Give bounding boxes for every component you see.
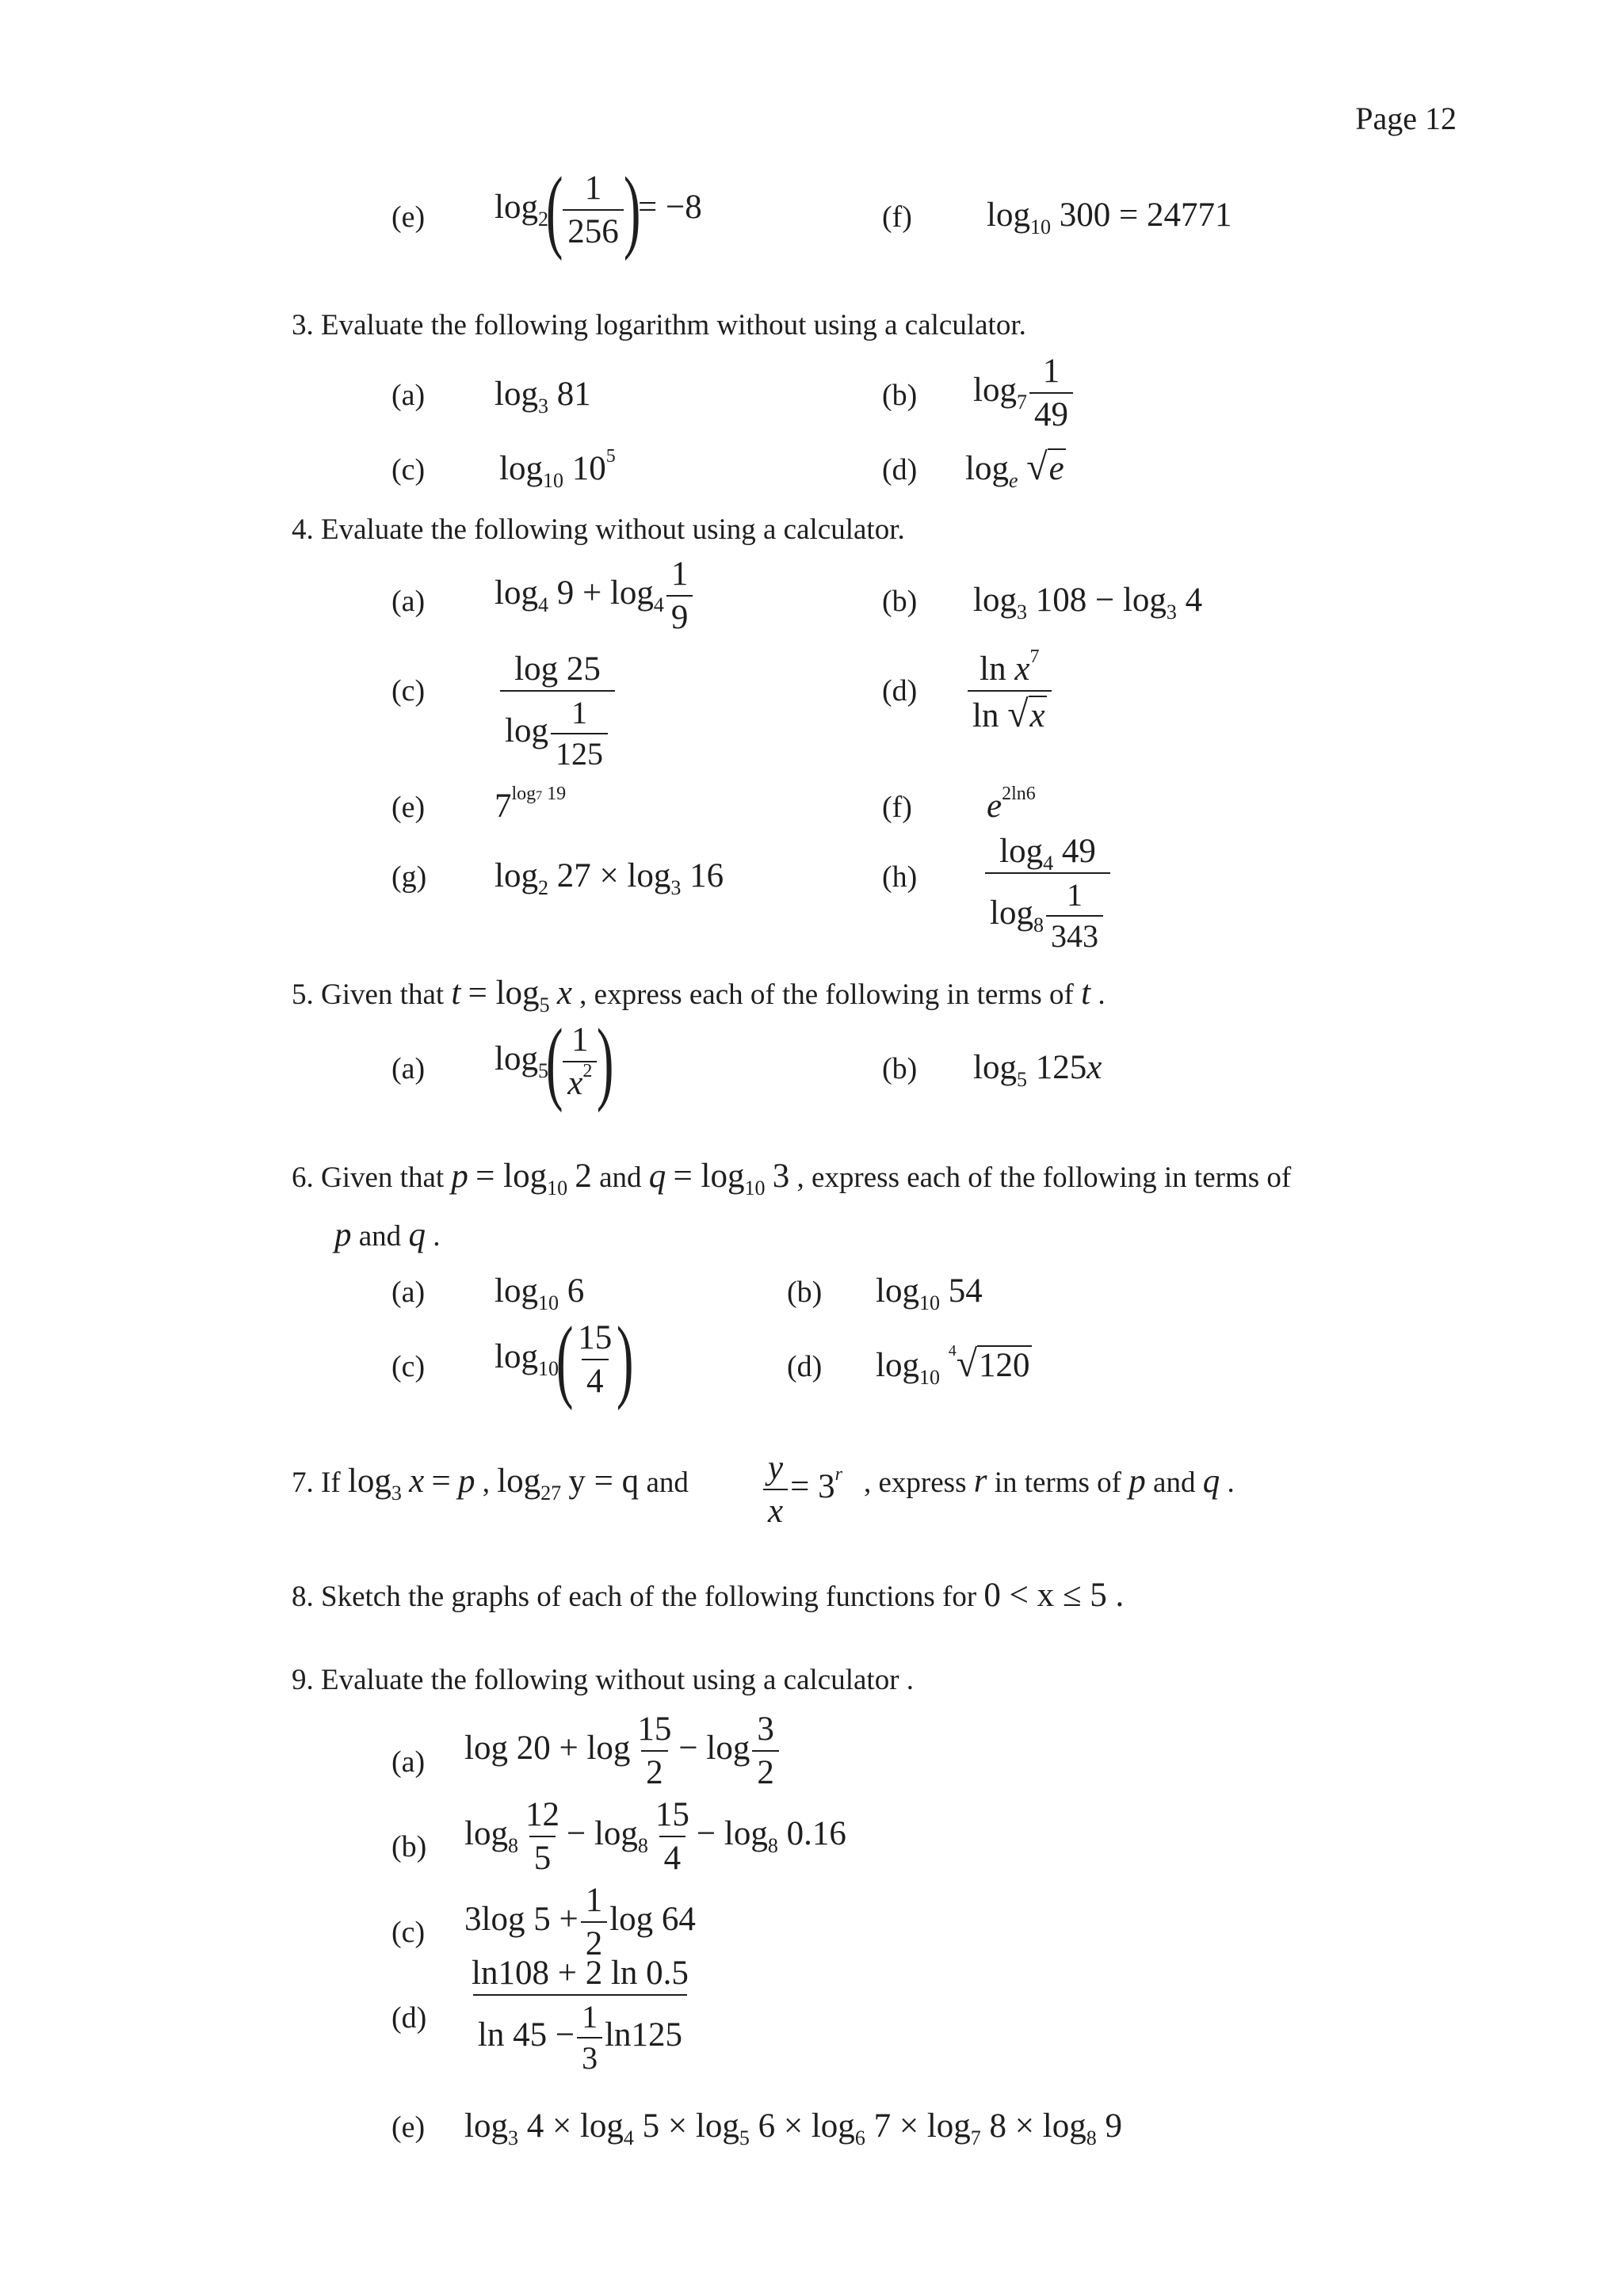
q4f-expr [987,784,1036,825]
base: e [1008,469,1018,492]
numerator: 15 [655,1796,689,1833]
q4c-expr [498,651,617,771]
numerator: 15 [578,1319,613,1356]
exp-log: log [511,784,537,804]
base: 3 [1016,601,1027,624]
arg: 0.16 [786,1815,846,1853]
q8-question [292,1578,1124,1612]
q9-question: 9. Evaluate the following without using a calculator . [292,1664,915,1696]
base: 2 [537,876,548,899]
base: 3 [1166,601,1177,624]
numerator: 3 [757,1711,774,1748]
variable: x [1014,650,1030,688]
numerator: 1 [1042,353,1060,390]
denominator: 256 [563,209,624,250]
denominator: 9 [666,595,693,635]
q9d-expr [464,1955,696,2075]
q3d-expr: $\log_e √e$ [965,446,1064,492]
q7-question-end: , express r in terms of p and q . [864,1463,1235,1500]
arg: 54 [948,1272,983,1310]
arg: 27 [556,857,591,894]
log-text: log [987,196,1030,234]
q5b-expr: $\log_5 125x$ [973,1049,1102,1091]
numerator: 1 [571,1021,589,1058]
q6d-expr: $\log_{10} ^4√120$ [876,1342,1030,1389]
q6c-expr: $\log_{10}$( $\frac{15}{4}$ ) [495,1306,634,1411]
q8-text: 8. Sketch the graphs of each of the following functions for [292,1581,977,1613]
inner-denominator: 343 [1046,915,1103,953]
q3-question: 3. Evaluate the following logarithm without using a calculator. [292,309,1026,341]
q3d-label: (d) [882,453,918,486]
denominator: 2 [581,1921,608,1962]
q6-question: 6. Given that $p = \log_{10} 2$ and $q = \log_{10} 3$ , express each of the following in terms of [292,1158,1292,1199]
ln-text: ln [972,697,999,735]
log-text: log [495,189,538,227]
q6c-label: (c) [391,1350,426,1383]
q9c-label: (c) [391,1916,426,1949]
e-symbol: e [987,788,1002,825]
q9b-label: (b) [391,1830,427,1863]
term: ln125 [605,2016,683,2054]
numerator: 15 [637,1711,672,1748]
q5-post: , express each of the following in terms of [579,978,1074,1011]
q9e-label: (e) [391,2111,426,2144]
base: 10 [1029,215,1051,238]
base: 7 [495,788,512,825]
base: 3 [670,876,682,899]
term: log 20 + log [464,1730,631,1768]
radicand: x [1029,697,1045,735]
arg: 9 [556,574,575,612]
variable: x [567,1065,583,1103]
q9a-expr [464,1711,781,1791]
exponent: 5 [605,446,616,467]
ln-text: ln [980,650,1006,688]
q4a-label: (a) [391,585,426,618]
q4g-label: (g) [391,860,427,894]
denominator: 49 [1029,392,1073,433]
q6a-expr: $\log_{10} 6$ [495,1272,585,1314]
q2e-label: (e) [391,200,426,234]
q5a-label: (a) [391,1052,426,1085]
q6-question-line2: p and q . [334,1216,441,1253]
arg: 125 [1035,1049,1087,1086]
base: 4 [537,593,548,617]
q4d-expr: $\frac{\ln x^7}{\ln √x}$ [965,651,1054,735]
q4h-expr: $\log_4 49$ $\log_8$ $\frac{1}{343}$ [983,833,1113,953]
q4a-expr: $\log_4 9 + \log_4$ $\frac{1}{9}$ [495,556,695,635]
radicand: 120 [979,1347,1030,1384]
denominator: 2 [752,1750,779,1791]
q3c-label: (c) [391,453,426,486]
q4e-expr [495,784,567,825]
q4e-label: (e) [391,791,426,824]
numerator: ln108 + 2 ln 0.5 [472,1955,689,1992]
q5-def: = log [468,974,540,1012]
base: 5 [1016,1068,1027,1091]
base: 4 [653,593,664,617]
exponent: 7 [1029,646,1040,667]
term: log 64 [609,1901,696,1939]
base: 7 [1016,391,1027,414]
root-index: 4 [948,1342,957,1360]
rhs: 300 = 24771 [1059,196,1232,234]
base: 10 [537,1291,559,1314]
q7-express: , express [864,1466,967,1499]
page-number: Page 12 [1355,101,1457,136]
rhs: = −8 [638,189,702,227]
denominator: 4 [659,1836,686,1876]
q6-and: and [599,1161,642,1194]
q5b-label: (b) [882,1052,918,1085]
q9a-label: (a) [391,1745,426,1779]
q7-question: 7. If $\log_3 x = p$ , $\log_{27} y = q$ and [292,1463,689,1505]
q6-pre: 6. Given that [292,1161,445,1194]
base: 5 [539,994,550,1016]
base: 2 [537,208,548,231]
q2f-label: (f) [882,200,912,234]
denominator: 5 [529,1836,556,1876]
term: ln 45 − [477,2016,575,2054]
radicand: e [1048,450,1064,487]
denominator: 4 [582,1359,609,1399]
inner-denominator: 125 [551,733,608,771]
q3b-expr: $\log_7$ $\frac{1}{49}$ [973,353,1075,433]
arg: 4 [1185,582,1203,619]
q4d-label: (d) [882,674,918,707]
q7-and: and [646,1466,689,1499]
exp-arg: 19 [547,784,567,804]
q2f-expr [987,196,1232,238]
q4b-label: (b) [882,585,918,618]
base: 10 [537,1357,559,1381]
term: − log [678,1730,750,1768]
q9e-expr: $\log_3 4 \times \log_4 5 \times \log_5 6 \times \log_6 7 \times \log_7 8 \times \log_8 9$ [464,2107,1122,2149]
q6-post: , express each of the following in terms of [796,1161,1292,1194]
inner-denominator: 3 [577,2037,602,2075]
numerator: log 25 [514,650,601,688]
inner-numerator: 1 [571,695,587,731]
q5a-expr: $\log_5$( $\frac{1}{x^2}$ ) [495,1009,614,1113]
q3a-expr: $\log_3 81$ [495,376,591,418]
base: 4 [1043,852,1054,875]
q4f-label: (f) [882,791,912,824]
q3a-label: (a) [391,379,426,412]
inner-numerator: 1 [1066,877,1083,913]
q7-and2: and [1153,1466,1196,1499]
q4g-expr: $\log_2 27 \times \log_3 16$ [495,857,724,899]
q4b-expr: $\log_3 108 - \log_3 4$ [973,582,1203,624]
q6a-label: (a) [391,1276,426,1309]
arg: 16 [689,857,724,894]
exp-base: 7 [536,789,543,803]
q4h-label: (h) [882,860,918,894]
q3b-label: (b) [882,379,918,412]
q7-ratio-expr: $\frac{y}{x}$ = $3^r$ [761,1450,842,1529]
q4c-label: (c) [391,674,426,707]
numerator: 12 [525,1796,559,1833]
base: 8 [1033,913,1044,937]
exponent: 2 [582,1061,593,1082]
q6b-expr: $\log_{10} 54$ [876,1272,983,1314]
numerator: 1 [585,1882,603,1919]
log-text: log [505,712,548,750]
q6d-label: (d) [787,1350,823,1383]
q6b-label: (b) [787,1276,823,1309]
inner-numerator: 1 [582,1999,598,2035]
base: 10 [918,1291,940,1314]
arg: 108 [1035,582,1087,619]
denominator: 2 [641,1750,668,1791]
q7-interms: in terms of [994,1466,1122,1499]
q7-if: 7. If [292,1466,341,1499]
arg: 10 [571,450,606,487]
base: 10 [918,1366,940,1389]
arg: 81 [556,376,591,413]
q4-question: 4. Evaluate the following without using a calculator. [292,513,905,546]
q5-question: 5. Given that $t = \log_5 x$ , express each of the following in terms of t . [292,974,1106,1016]
q8-condition: 0 < x ≤ 5 . [983,1577,1125,1614]
base: 3 [537,395,548,418]
arg: 49 [1061,833,1096,870]
numerator: 1 [584,170,602,207]
q9c-expr [464,1882,696,1962]
q9b-expr: $\log_8$ $\frac{12}{5}$ − $\log_8$ $\frac{15}{4}$ − $\log_8 0.16$ [464,1796,846,1878]
base: 10 [542,469,563,492]
base: 5 [537,1059,548,1083]
q6-and2: and [358,1220,402,1253]
q3c-expr: $\log_{10} 10^5$ [499,446,616,492]
term: 3log 5 + [464,1901,579,1939]
q9d-label: (d) [391,2001,427,2035]
q5-pre: 5. Given that [292,978,445,1011]
q2e-expr: $\log_2$( $\frac{1}{256}$ )= −8 [495,157,702,261]
numerator: 1 [670,555,689,593]
arg: 6 [567,1272,585,1310]
exponent: 2ln6 [1002,784,1036,804]
